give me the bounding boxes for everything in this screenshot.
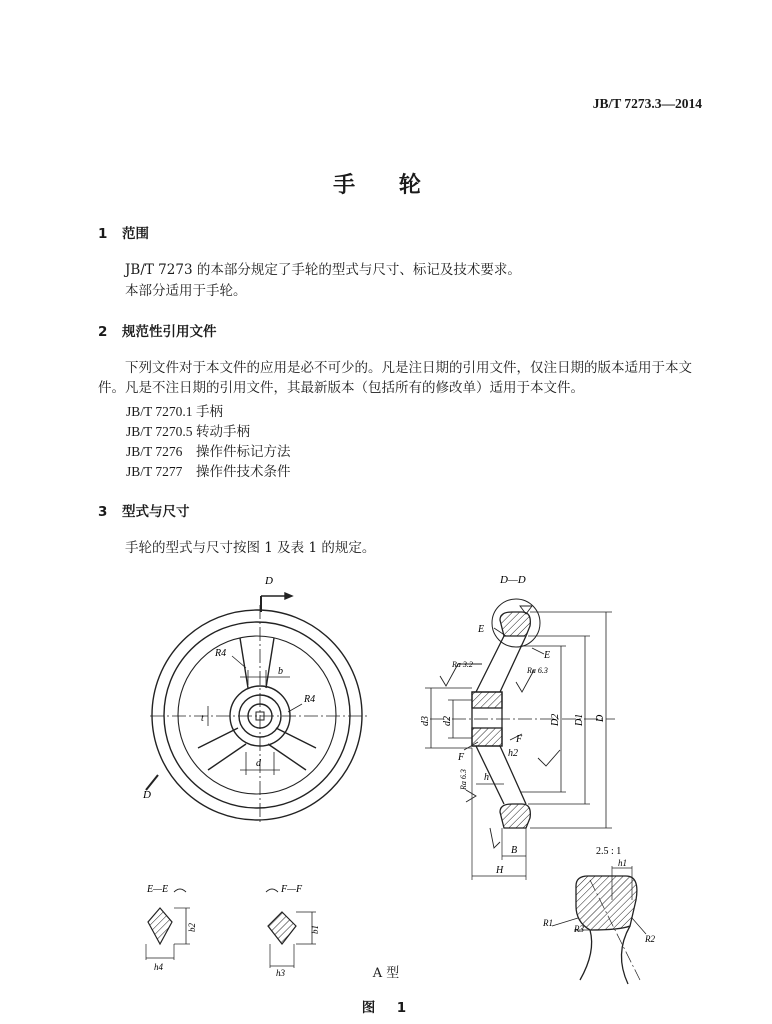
standard-number: JB/T 7273.3—2014	[592, 96, 702, 111]
section-number: 2	[98, 324, 108, 340]
label-h: h	[484, 772, 489, 783]
label-R3: R3	[574, 924, 584, 934]
label-R2: R2	[645, 934, 655, 944]
section-title: 型式与尺寸	[122, 504, 190, 520]
label-F-left: F	[458, 752, 465, 763]
section-number: 3	[98, 504, 108, 520]
detail-scale: 2.5 : 1	[596, 846, 622, 857]
label-r4-right: R4	[304, 694, 316, 705]
label-R1: R1	[543, 918, 553, 928]
section-title: 规范性引用文件	[122, 324, 217, 340]
label-ra63-top: Ra 6.3	[527, 666, 548, 675]
label-d2: d2	[442, 716, 453, 726]
section-title: 范围	[122, 226, 149, 242]
label-E-right: E	[544, 650, 551, 661]
section-ee-title: E—E	[147, 884, 169, 895]
section-1-para-2: 本部分适用于手轮。	[125, 283, 247, 299]
label-D: D	[595, 714, 606, 722]
label-D-top: D	[265, 575, 273, 587]
reference-name: 转动手柄	[196, 424, 250, 440]
front-view	[146, 593, 370, 825]
figure-type-label: A 型	[372, 966, 400, 981]
label-D1: D1	[574, 713, 585, 726]
label-b2: b2	[187, 923, 197, 932]
label-ra63-side: Ra 6.3	[459, 769, 468, 790]
label-h4: h4	[154, 962, 163, 972]
section-3-para-1: 手轮的型式与尺寸按图 1 及表 1 的规定。	[125, 540, 376, 556]
label-ra32: Ra 3.2	[452, 660, 473, 669]
reference-code: JB/T 7270.5	[126, 424, 193, 439]
section-dd-title: D—D	[500, 574, 526, 586]
figure-caption: 图 1	[361, 1000, 411, 1016]
section-2-para-1: 下列文件对于本文件的应用是必不可少的。凡是注日期的引用文件，仅注日期的版本适用于本文件。凡是不注日期的引用文件，其最新版本（包括所有的修改单）适用于本文件。	[98, 360, 692, 396]
section-number: 1	[98, 226, 108, 242]
reference-code: JB/T 7270.1	[126, 404, 193, 419]
section-ff	[266, 889, 316, 968]
label-t: t	[201, 713, 204, 724]
page-title: 手 轮	[333, 173, 439, 198]
reference-code: JB/T 7276	[126, 444, 183, 459]
label-d: d	[256, 758, 261, 769]
label-h3: h3	[276, 968, 285, 978]
label-r4-top: R4	[215, 648, 227, 659]
label-h1: h1	[618, 858, 627, 868]
reference-code: JB/T 7277	[126, 464, 183, 479]
reference-name: 操作件标记方法	[196, 444, 291, 460]
label-d3: d3	[420, 716, 431, 726]
label-b: b	[278, 666, 283, 677]
label-E-left: E	[478, 624, 485, 635]
label-H: H	[496, 865, 504, 876]
label-F-right: F	[516, 734, 523, 745]
reference-name: 手柄	[196, 404, 223, 420]
section-ee	[146, 889, 190, 960]
label-D-bottom: D	[143, 789, 151, 801]
label-h2: h2	[508, 748, 518, 759]
label-b1: b1	[310, 925, 320, 934]
section-ff-title: F—F	[281, 884, 303, 895]
reference-name: 操作件技术条件	[196, 464, 291, 480]
label-B: B	[511, 845, 518, 856]
label-D2: D2	[550, 713, 561, 726]
section-1-para-1: JB/T 7273 的本部分规定了手轮的型式与尺寸、标记及技术要求。	[125, 262, 521, 278]
